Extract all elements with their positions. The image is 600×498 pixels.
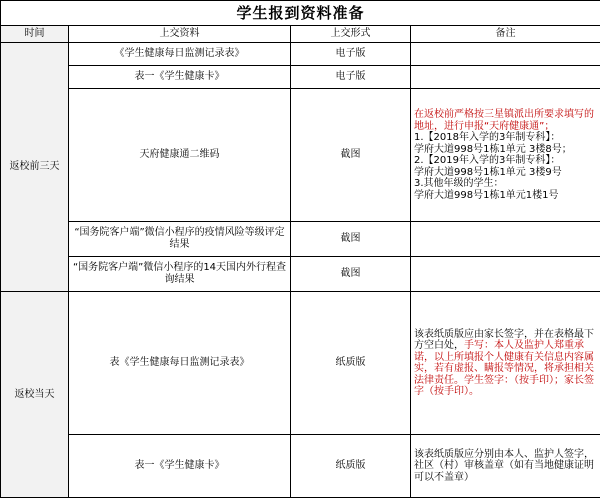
- material-cell: “国务院客户端”微信小程序的14天国内外行程查询结果: [69, 257, 291, 292]
- note-cell: [411, 292, 600, 435]
- table-row: [1, 43, 600, 66]
- time-cell-before: 返校前三天: [1, 43, 69, 292]
- header-form: 上交形式: [291, 26, 411, 43]
- header-material: 上交资料: [69, 26, 291, 43]
- header-note: 备注: [411, 26, 600, 43]
- form-cell: 纸质版: [291, 292, 411, 435]
- page-title: 学生报到资料准备: [1, 1, 600, 26]
- note-line: 学府大道998号1栋1单元1楼1号: [414, 190, 597, 202]
- note-cell: [411, 89, 600, 222]
- table-row: [1, 257, 600, 292]
- note-cell: [411, 222, 600, 257]
- table-row: [1, 89, 600, 222]
- table-row: [1, 292, 600, 435]
- table-row: [1, 222, 600, 257]
- form-cell: 截图: [291, 89, 411, 222]
- note-line: 学府大道998号1栋1单元 3楼9号: [414, 167, 597, 179]
- note-line: 2.【2019年入学的3年制专科】：: [414, 155, 597, 167]
- table-row: [1, 435, 600, 498]
- form-cell: 截图: [291, 222, 411, 257]
- material-cell: 表一《学生健康卡》: [69, 435, 291, 498]
- note-line: 1.【2018年入学的3年制专科】：: [414, 132, 597, 144]
- header-time: 时间: [1, 26, 69, 43]
- table-row: [1, 66, 600, 89]
- note-cell: [411, 43, 600, 66]
- note-cell: [411, 66, 600, 89]
- note-red-text: 手写：本人及监护人郑重承诺，以上所填报个人健康有关信息内容属实，若有虚报、瞒报等情况，将承担相关法律责任。学生签字：（按手印）；家长签字（按手印）。: [414, 340, 594, 397]
- form-cell: 电子版: [291, 43, 411, 66]
- form-cell: 电子版: [291, 66, 411, 89]
- material-cell: “国务院客户端”微信小程序的疫情风险等级评定结果: [69, 222, 291, 257]
- form-cell: 纸质版: [291, 435, 411, 498]
- note-line: 3.其他年级的学生：: [414, 178, 597, 190]
- material-cell: 表一《学生健康卡》: [69, 66, 291, 89]
- material-cell: 天府健康通二维码: [69, 89, 291, 222]
- note-cell: 该表纸质版应分别由本人、监护人签字，社区（村）审核盖章（如有当地健康证明可以不盖章）: [411, 435, 600, 498]
- material-cell: 《学生健康每日监测记录表》: [69, 43, 291, 66]
- form-cell: 截图: [291, 257, 411, 292]
- note-black-text: 该表纸质版应由家长签字，并在表格最下方空白处，: [414, 329, 594, 352]
- note-line: 学府大道998号1栋1单元 3楼8号；: [414, 144, 597, 156]
- time-cell-day: 返校当天: [1, 292, 69, 498]
- note-red-text: 在返校前严格按三星镇派出所要求填写的地址，进行申报“天府健康通”；: [414, 109, 597, 132]
- material-cell: 表《学生健康每日监测记录表》: [69, 292, 291, 435]
- note-cell: [411, 257, 600, 292]
